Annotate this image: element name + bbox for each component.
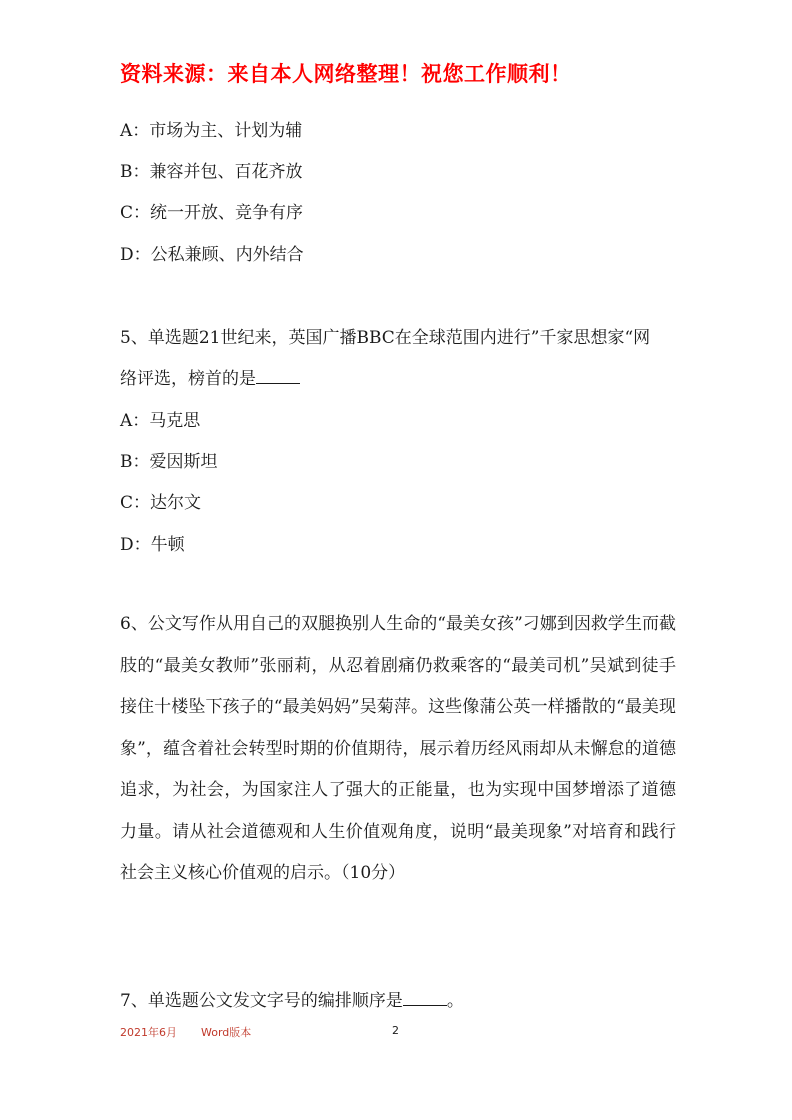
q5-option-c: C：达尔文 — [120, 493, 202, 513]
footer-date: 2021年6月 — [120, 1026, 177, 1039]
q5-option-a: A：马克思 — [120, 411, 201, 431]
q7-stem-end: 。 — [446, 991, 464, 1011]
page-number: 2 — [392, 1024, 399, 1037]
q4-option-c: C：统一开放、竞争有序 — [120, 203, 304, 223]
q5-stem-text: 络评选，榜首的是 — [120, 369, 256, 389]
q4-option-d: D：公私兼顾、内外结合 — [120, 245, 304, 265]
q4-option-b: B：兼容并包、百花齐放 — [120, 162, 303, 182]
q4-option-a: A：市场为主、计划为辅 — [120, 121, 303, 141]
q5-option-d: D：牛顿 — [120, 535, 185, 555]
source-notice: 资料来源：来自本人网络整理！祝您工作顺利！ — [120, 62, 572, 86]
q6-question: 6、公文写作从用自己的双腿换别人生命的“最美女孩”刁娜到因救学生而截肢的“最美女教师”张丽莉，从忍着剧痛仍救乘客的“最美司机”吴斌到徒手接住十楼坠下孩子的“最美妈妈”吴菊萍。这些像蒲公英一样播散的“最美现象”，蕴含着社会转型时期的价值期待，展示着历经风雨却从未懈怠的道德追求，为社会，为国家注人了强大的正能量，也为实现中国梦增添了道德力量。请从社会道德观和人生价值观角度，说明“最美现象”对培育和践行社会主义核心价值观的启示。（10分） — [120, 614, 676, 883]
answer-blank — [256, 382, 300, 384]
q7-stem-text: 7、单选题公文发文字号的编排顺序是 — [120, 991, 403, 1011]
q5-stem-line1: 5、单选题21世纪来，英国广播BBC在全球范围内进行”千家思想家“网 — [120, 328, 651, 348]
footer-version: Word版本 — [201, 1026, 252, 1039]
q5-option-b: B：爱因斯坦 — [120, 452, 218, 472]
q5-stem-line2 — [120, 364, 300, 389]
answer-blank — [403, 1004, 447, 1006]
q7-stem — [120, 986, 464, 1011]
